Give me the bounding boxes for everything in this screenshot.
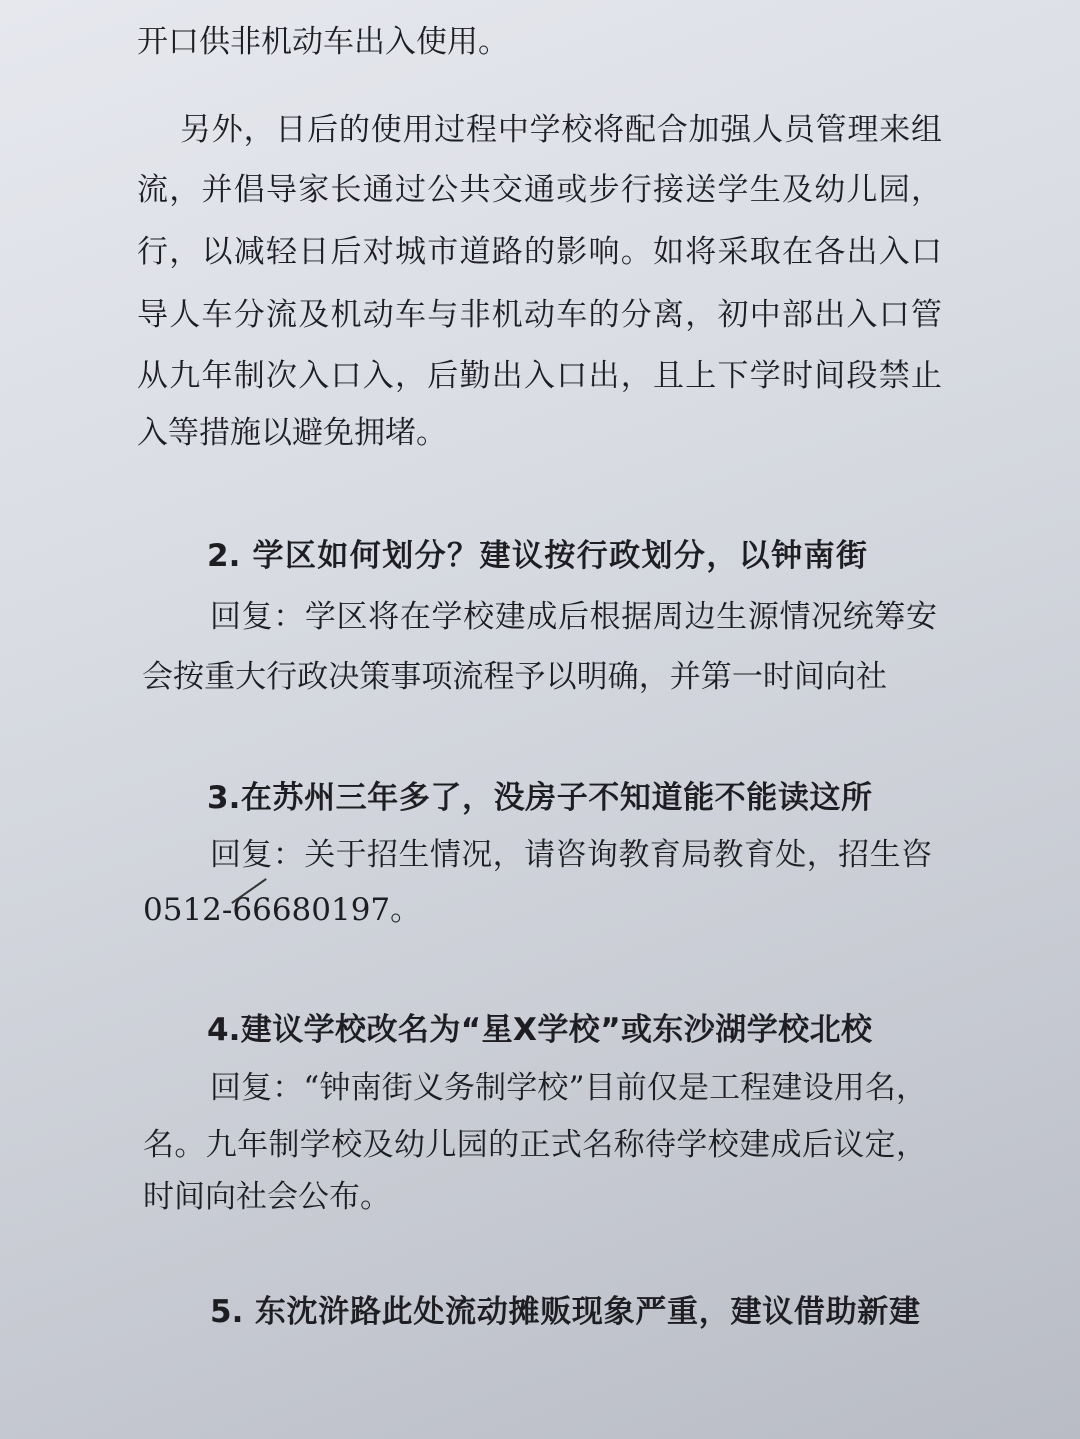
answer-line: 回复：关于招生情况，请咨询教育局教育处，招生咨	[210, 837, 932, 873]
text-line: 行，以减轻日后对城市道路的影响。如将采取在各出入口	[137, 234, 942, 270]
text-line: 从九年制次入口入，后勤出入口出，且上下学时间段禁止	[137, 358, 942, 394]
text-line: 导人车分流及机动车与非机动车的分离，初中部出入口管	[137, 297, 942, 333]
question-heading: 4.建议学校改名为“星X学校”或东沙湖学校北校	[207, 1012, 872, 1048]
question-heading: 2. 学区如何划分？建议按行政划分，以钟南街	[207, 538, 867, 574]
answer-line: 0512-66680197。	[143, 892, 422, 928]
question-heading: 3.在苏州三年多了，没房子不知道能不能读这所	[207, 780, 872, 816]
answer-line: 时间向社会公布。	[143, 1179, 391, 1215]
answer-line: 名。九年制学校及幼儿园的正式名称待学校建成后议定，	[143, 1127, 927, 1163]
answer-line: 会按重大行政决策事项流程予以明确，并第一时间向社	[142, 659, 887, 695]
answer-line: 回复：“钟南街义务制学校”目前仅是工程建设用名，	[210, 1070, 927, 1106]
answer-line: 回复：学区将在学校建成后根据周边生源情况统筹安	[210, 599, 937, 635]
text-line: 入等措施以避免拥堵。	[137, 415, 447, 451]
text-line: 开口供非机动车出入使用。	[137, 24, 509, 60]
text-line: 另外，日后的使用过程中学校将配合加强人员管理来组	[180, 112, 942, 148]
question-heading: 5. 东沈浒路此处流动摊贩现象严重，建议借助新建	[210, 1294, 920, 1330]
text-line: 流，并倡导家长通过公共交通或步行接送学生及幼儿园，	[137, 172, 942, 208]
